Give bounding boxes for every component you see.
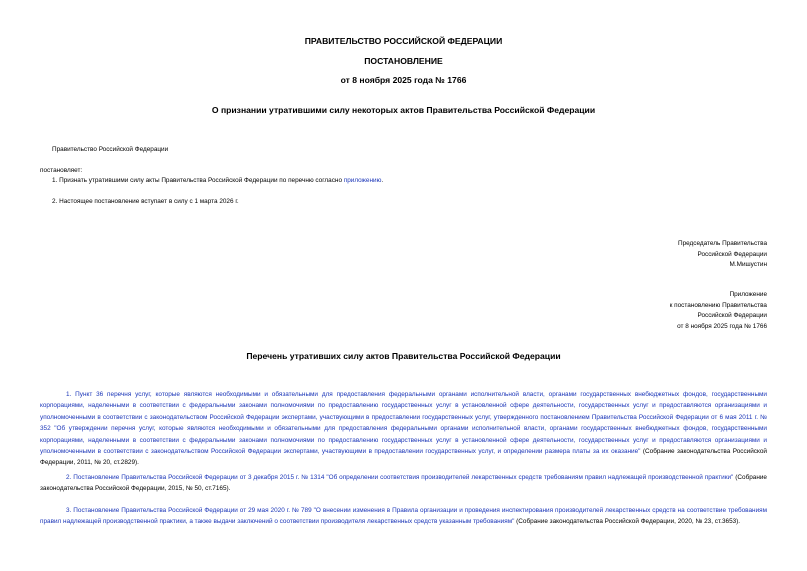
item-1-text: 1. Признать утратившими силу акты Правительства Российской Федерации по перечню согласно <box>52 177 344 184</box>
appendix-block <box>670 290 767 332</box>
date-and-number: от 8 ноября 2025 года № 1766 <box>340 75 467 85</box>
signature-name: М.Мишустин <box>729 261 767 269</box>
signature-position: Председатель Правительства <box>678 240 767 247</box>
item-2: 2. Настоящее постановление вступает в силу с 1 марта 2026 г. <box>52 198 239 205</box>
item-1 <box>52 177 383 185</box>
list-item-1-link[interactable]: 1. Пункт 36 перечня услуг, которые являются необходимыми и обязательными для предоставления федеральными органами исполнительной власти, органами государственных внебюджетных фондов, государственными корпорациями, наделенными в соответствии с федеральными законами полномочиями по предоставлению государственных услуг в установленной сфере деятельности, государственных услуг и предоставляются организациями и уполномоченными в соответствии с законодательством Российской Федерации экспертами, участвующими в предоставлении государственных услуг, утвержденного постановлением Правительства Российской Федерации от 6 мая 2011 г. № 352 "Об утверждении перечня услуг, которые являются необходимыми и обязательными для предоставления федеральными органами исполнительной власти, органами государственных внебюджетных фондов, государственными корпорациями, наделенными в соответствии с федеральными законами полномочиями по предоставлению государственных услуг в установленной сфере деятельности, государственных услуг и предоставляются организациями и уполномоченными в соответствии с законодательством Российской Федерации экспертами, участвующими в предоставлении государственных услуг, и определении размера платы за их оказание" <box>40 391 767 456</box>
list-title: Перечень утративших силу актов Правительства Российской Федерации <box>246 351 561 361</box>
government-heading: ПРАВИТЕЛЬСТВО РОССИЙСКОЙ ФЕДЕРАЦИИ <box>304 36 503 46</box>
appendix-ref: к постановлению Правительства <box>669 301 767 309</box>
signature-country: Российской Федерации <box>697 250 767 258</box>
list-item-2 <box>40 472 767 495</box>
list-item-2-source: (Собрание законодательства Российской Федерации, 2015, № 50, ст.7165). <box>40 474 767 493</box>
document-title: О признании утратившими силу некоторых актов Правительства Российской Федерации <box>211 105 596 115</box>
appendix-label: Приложение <box>729 291 767 298</box>
list-item-1-source: (Собрание законодательства Российской Федерации, 2011, № 20, ст.2829). <box>40 448 767 467</box>
document-type: ПОСТАНОВЛЕНИЕ <box>364 56 443 66</box>
item-1-end: . <box>381 177 384 184</box>
signature-block <box>678 239 767 271</box>
list-item-3-link[interactable]: 3. Постановление Правительства Российской Федерации от 29 мая 2020 г. № 789 "О внесении изменения в Правила организации и проведения инспектирования производителей лекарственных средств на соответствие требованиям правил надлежащей производственной практики, а также выдачи заключений о соответствии производителя лекарственных средств указанным требованиям" <box>40 507 767 526</box>
appendix-link[interactable]: приложению <box>343 177 382 184</box>
decides-label: постановляет: <box>40 167 83 174</box>
appendix-date: от 8 ноября 2025 года № 1766 <box>677 322 767 330</box>
government-name: Правительство Российской Федерации <box>52 146 169 153</box>
list-item-3-source: (Собрание законодательства Российской Федерации, 2020, № 23, ст.3653). <box>514 518 741 526</box>
list-item-1 <box>40 389 767 469</box>
list-item-3 <box>40 505 767 528</box>
list-item-2-link[interactable]: 2. Постановление Правительства Российской Федерации от 3 декабря 2015 г. № 1314 "Об определении соответствия производителей лекарственных средств требованиям правил надлежащей производственной практики" <box>66 474 734 481</box>
appendix-country: Российской Федерации <box>697 312 767 320</box>
